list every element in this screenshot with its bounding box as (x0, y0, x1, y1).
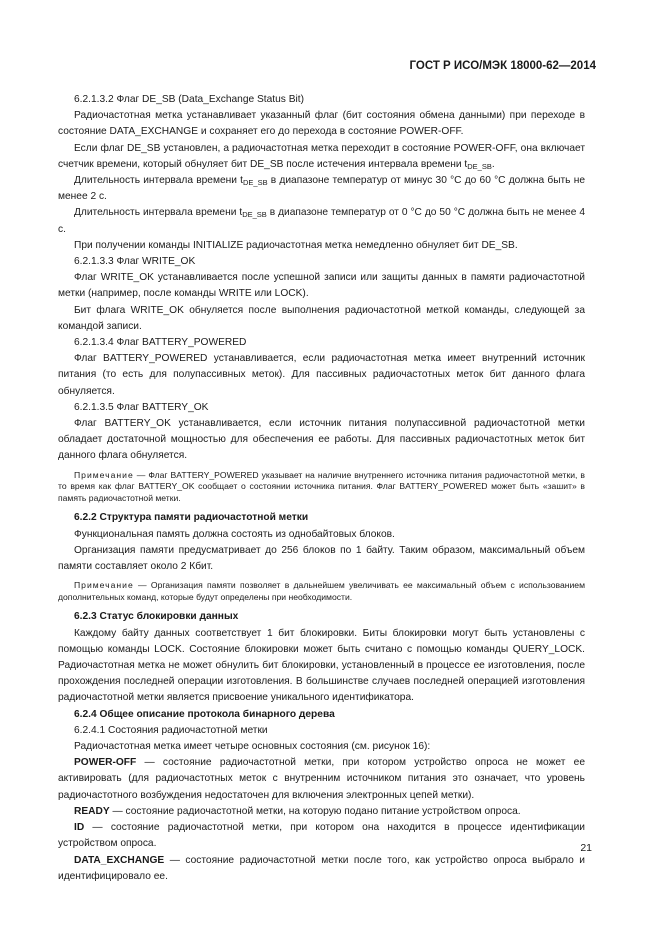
note-text: — Организация памяти позволяет в дальнейшем увеличивать ее максимальный объем с использованием дополнительных команд, которые будут определены при необходимости. (58, 580, 585, 602)
note-label: Примечание (74, 580, 134, 591)
paragraph: Бит флага WRITE_OK обнуляется после выполнения радиочастотной меткой команды, следующей за командой записи. (58, 304, 585, 332)
note-label: Примечание (74, 469, 134, 480)
definition (58, 853, 585, 885)
subsection-heading: 6.2.1.3.5 Флаг BATTERY_OK (74, 401, 209, 413)
section-heading: 6.2.2 Структура памяти радиочастотной метки (74, 512, 309, 524)
paragraph-text: в диапазоне температур от минус 30 °С до 60 °С должна быть не менее 2 с. (58, 175, 585, 203)
definition-text: — состояние радиочастотной метки, при котором она находится в процессе идентификации устройством опроса. (58, 822, 585, 850)
term: POWER-OFF (74, 757, 137, 769)
paragraph-text: . (491, 158, 495, 170)
term: READY (74, 805, 110, 817)
subscript: DE_SB (467, 161, 492, 171)
definition (58, 820, 585, 852)
section-heading: 6.2.4 Общее описание протокола бинарного дерева (74, 708, 335, 720)
definition-text: — состояние радиочастотной метки после того, как устройство опроса выбрало и идентифицировало ее. (58, 854, 585, 882)
paragraph-text: в диапазоне температур от 0 °С до 50 °С должна быть не менее 4 с. (58, 207, 585, 235)
definition-text: — состояние радиочастотной метки, на которую подано питание устройством опроса. (109, 805, 521, 817)
paragraph-text: Длительность интервала времени t (74, 175, 243, 187)
paragraph-text: Если флаг DE_SB установлен, а радиочастотная метка переходит в состояние POWER-OFF, она включает счетчик времени, который обнуляет бит DE_SB после истечения интервала времени t (58, 142, 585, 170)
term: DATA_EXCHANGE (74, 854, 165, 866)
subscript: DE_SB (242, 178, 268, 188)
subsection-heading: 6.2.1.3.2 Флаг DE_SB (Data_Exchange Status Bit) (74, 94, 304, 105)
note (58, 580, 585, 603)
definition (58, 804, 585, 820)
paragraph: Организация памяти предусматривает до 256 блоков по 1 байту. Таким образом, максимальный объем памяти составляет около 2 Кбит. (58, 544, 585, 573)
paragraph: Каждому байту данных соответствует 1 бит блокировки. Биты блокировки могут быть установлены с помощью команды LOCK. Состояние блокировки может быть считано с помощью команды QUERY_LOCK. Радиочастотная метка не может обнулить бит блокировки, установленный в процессе ее изготовления, после прохождения последней операции изготовления. В большинстве случаев последней операцией изготовления радиочастотной метки является присвоение уникального идентификатора. (58, 627, 585, 704)
paragraph: Флаг BATTERY_OK устанавливается, если источник питания полупассивной радиочастотной метки обладает достаточной мощностью для обеспечения ее работы. Для пассивных радиочастотных меток бит данного флага обнуляется. (58, 418, 585, 462)
document-code-header: ГОСТ Р ИСО/МЭК 18000-62—2014 (409, 60, 596, 72)
section-heading: 6.2.3 Статус блокировки данных (74, 611, 239, 623)
paragraph: Флаг WRITE_OK устанавливается после успешной записи или защиты данных в памяти радиочастотной метки (например, после команды WRITE или LOCK). (58, 272, 585, 300)
paragraph (58, 141, 585, 173)
paragraph (58, 205, 585, 237)
subsection-heading: 6.2.1.3.4 Флаг BATTERY_POWERED (74, 337, 247, 349)
paragraph-text: Длительность интервала времени t (74, 207, 243, 219)
definition (58, 755, 585, 804)
paragraph: Радиочастотная метка имеет четыре основных состояния (см. рисунок 16): (74, 741, 431, 753)
subsection-heading: 6.2.1.3.3 Флаг WRITE_OK (74, 256, 196, 268)
page-body (58, 92, 585, 885)
term: ID (74, 822, 85, 834)
paragraph (58, 173, 585, 205)
paragraph: Флаг BATTERY_POWERED устанавливается, если радиочастотная метка имеет внутренний источник питания (то есть для полупассивных меток). Для пассивных радиочастотных меток бит данного флага обнуляется. (58, 353, 585, 397)
paragraph: При получении команды INITIALIZE радиочастотная метка немедленно обнуляет бит DE_SB. (74, 239, 518, 251)
paragraph: Радиочастотная метка устанавливает указанный флаг (бит состояния обмена данными) при переходе в состояние DATA_EXCHANGE и сохраняет его до перехода в состояние POWER-OFF. (58, 110, 585, 138)
paragraph: Функциональная память должна состоять из однобайтовых блоков. (74, 528, 395, 540)
definition-text: — состояние радиочастотной метки, при котором устройство опроса не может ее активировать (для радиочастотных меток с внутренним источником питания это означает, что уровень радиочастотного возбуждения недостаточен для включения электронных цепей метки). (58, 757, 585, 801)
note-text: — Флаг BATTERY_POWERED указывает на наличие внутреннего источника питания радиочастотной метки, в то время как флаг BATTERY_OK сообщает о состоянии источника питания. Флаг BATTERY_POWERED может быть «зашит» в память радиочастотной метки. (58, 469, 585, 503)
page-number: 21 (580, 842, 592, 854)
note (58, 470, 585, 505)
subsection-heading: 6.2.4.1 Состояния радиочастотной метки (74, 724, 268, 736)
subscript: DE_SB (242, 210, 267, 220)
